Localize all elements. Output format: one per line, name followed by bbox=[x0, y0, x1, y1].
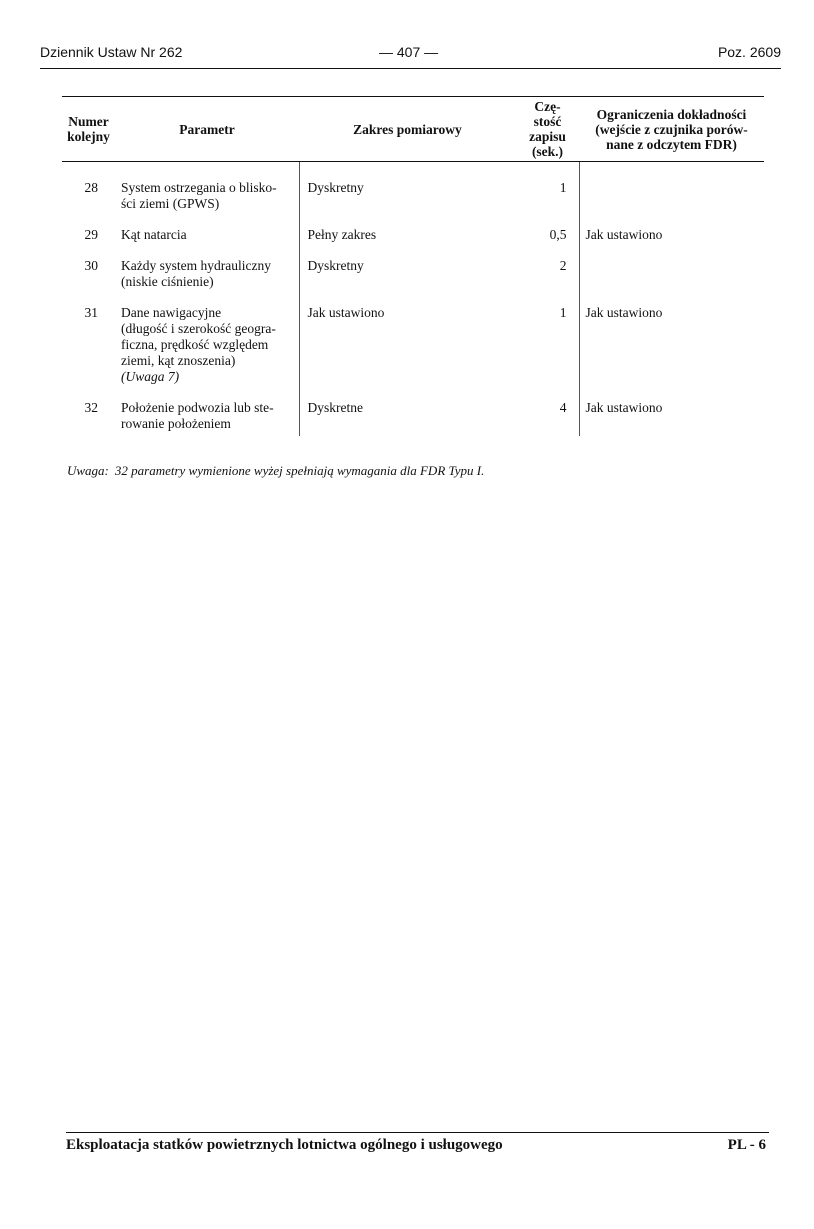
header-frequency-line: Czę- bbox=[534, 99, 561, 114]
header-accuracy-line: (wejście z czujnika porów- bbox=[595, 121, 748, 137]
parameter-line: Kąt natarcia bbox=[121, 227, 187, 242]
cell-range: Pełny zakres bbox=[299, 227, 516, 258]
parameter-line: ziemi, kąt znoszenia) bbox=[121, 353, 236, 368]
cell-range: Jak ustawiono bbox=[299, 305, 516, 400]
cell-frequency: 4 bbox=[516, 400, 579, 436]
cell-frequency: 0,5 bbox=[516, 227, 579, 258]
table-row bbox=[62, 258, 764, 305]
parameter-line: System ostrzegania o blisko- bbox=[121, 180, 277, 195]
parameters-table-container bbox=[62, 96, 764, 436]
parameter-line: (długość i szerokość geogra- bbox=[121, 321, 276, 336]
parameter-line: rowanie położeniem bbox=[121, 416, 231, 431]
header-accuracy bbox=[579, 97, 764, 162]
footer-divider bbox=[66, 1132, 769, 1133]
parameter-line: (niskie ciśnienie) bbox=[121, 274, 214, 289]
cell-parameter bbox=[115, 258, 299, 305]
table-row bbox=[62, 305, 764, 400]
parameter-line: ści ziemi (GPWS) bbox=[121, 196, 220, 211]
header-accuracy-line: Ograniczenia dokładności bbox=[596, 106, 747, 122]
header-number bbox=[62, 97, 115, 162]
parameter-line: ficzna, prędkość względem bbox=[121, 337, 269, 352]
cell-number: 31 bbox=[84, 305, 98, 320]
cell-number: 32 bbox=[84, 400, 98, 415]
footer-title: Eksploatacja statków powietrznych lotnictwa ogólnego i usługowego bbox=[66, 1137, 503, 1153]
footnote-text: 32 parametry wymienione wyżej spełniają wymagania dla FDR Typu I. bbox=[114, 463, 485, 478]
header-number-line: Numer bbox=[68, 114, 109, 129]
table-row bbox=[62, 162, 764, 228]
header-frequency-line: zapisu bbox=[529, 129, 566, 144]
parameter-line: Każdy system hydrauliczny bbox=[121, 258, 271, 273]
header-number-line: kolejny bbox=[67, 129, 110, 144]
cell-accuracy: Jak ustawiono bbox=[585, 305, 663, 320]
cell-range: Dyskretny bbox=[299, 258, 516, 305]
parameter-line: Położenie podwozia lub ste- bbox=[121, 400, 274, 415]
table-footnote bbox=[67, 463, 484, 479]
header-frequency-line: stość bbox=[533, 114, 562, 129]
cell-accuracy bbox=[579, 258, 764, 305]
header-parameter: Parametr bbox=[115, 97, 299, 162]
table-header-row bbox=[62, 97, 764, 162]
cell-range: Dyskretne bbox=[299, 400, 516, 436]
cell-parameter bbox=[115, 305, 299, 400]
cell-number: 28 bbox=[84, 180, 98, 195]
page-header bbox=[40, 44, 781, 64]
parameter-line: Dane nawigacyjne bbox=[121, 305, 222, 320]
cell-frequency: 2 bbox=[516, 258, 579, 305]
cell-accuracy bbox=[579, 162, 764, 228]
cell-number: 30 bbox=[84, 258, 98, 273]
page-footer bbox=[66, 1137, 769, 1157]
cell-number: 29 bbox=[84, 227, 98, 242]
cell-parameter bbox=[115, 162, 299, 228]
header-frequency-line: (sek.) bbox=[531, 144, 564, 159]
header-accuracy-line: nane z odczytem FDR) bbox=[606, 136, 737, 152]
header-frequency bbox=[516, 97, 579, 162]
footer-code: PL - 6 bbox=[727, 1137, 766, 1153]
header-range: Zakres pomiarowy bbox=[299, 97, 516, 162]
parameter-note-ref: (Uwaga 7) bbox=[121, 369, 180, 384]
parameters-table bbox=[62, 96, 764, 436]
table-row bbox=[62, 400, 764, 436]
cell-range: Dyskretny bbox=[299, 162, 516, 228]
position-number: Poz. 2609 bbox=[717, 44, 781, 60]
cell-parameter bbox=[115, 227, 299, 258]
cell-parameter bbox=[115, 400, 299, 436]
header-divider bbox=[40, 68, 781, 69]
page-number: — 407 — bbox=[379, 44, 439, 60]
cell-accuracy: Jak ustawiono bbox=[585, 227, 663, 242]
table-row bbox=[62, 227, 764, 258]
cell-accuracy: Jak ustawiono bbox=[585, 400, 663, 415]
journal-title: Dziennik Ustaw Nr 262 bbox=[40, 44, 183, 60]
cell-frequency: 1 bbox=[516, 305, 579, 400]
footnote-label: Uwaga: bbox=[67, 463, 109, 478]
cell-frequency: 1 bbox=[516, 162, 579, 228]
